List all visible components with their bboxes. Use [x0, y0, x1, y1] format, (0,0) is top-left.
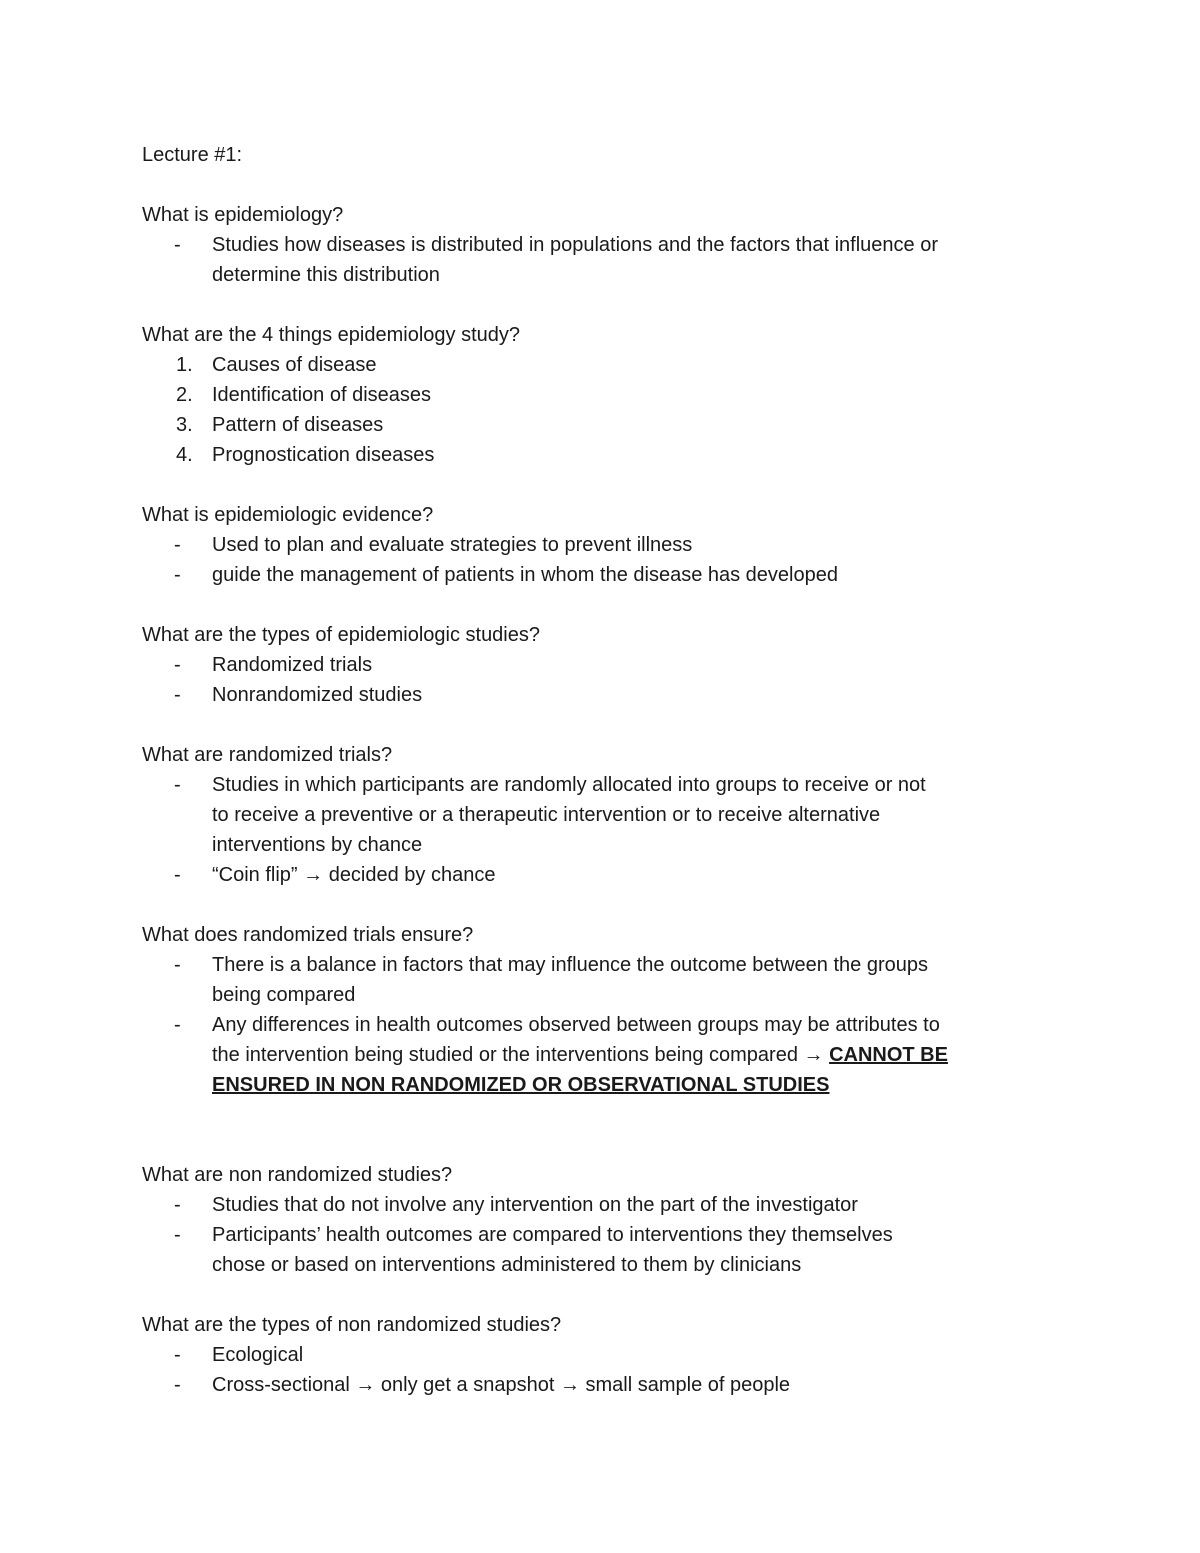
item-line: Studies in which participants are randomly allocated into groups to receive or not: [212, 774, 926, 796]
list-item: [142, 440, 1072, 470]
section-question: What are the 4 things epidemiology study?: [142, 324, 520, 346]
item-line: Participants’ health outcomes are compared to interventions they themselves: [212, 1224, 893, 1246]
item-line: chose or based on interventions administered to them by clinicians: [212, 1254, 802, 1276]
list-item: [142, 860, 1072, 890]
dash-marker: -: [174, 654, 181, 676]
number-marker: 1.: [176, 354, 193, 376]
dash-marker: -: [174, 774, 181, 796]
dash-marker: -: [174, 1374, 181, 1396]
section-randomized-ensure: [142, 920, 1072, 1100]
item-line: to receive a preventive or a therapeutic intervention or to receive alternative: [212, 804, 881, 826]
section-four-things: [142, 320, 1072, 470]
section-types-of-studies: [142, 620, 1072, 710]
section-non-randomized: [142, 1160, 1072, 1280]
list-item: [142, 770, 1072, 860]
item-line: Cross-sectional → only get a snapshot → small sample of people: [212, 1374, 791, 1396]
emphasis-text: CANNOT BE: [829, 1044, 948, 1066]
section-question: What are randomized trials?: [142, 744, 393, 766]
dash-marker: -: [174, 684, 181, 706]
section-question: What does randomized trials ensure?: [142, 924, 474, 946]
dash-marker: -: [174, 1014, 181, 1036]
item-line: being compared: [212, 984, 356, 1006]
list-item: [142, 410, 1072, 440]
item-line: Pattern of diseases: [212, 414, 384, 436]
list-item: [142, 560, 1072, 590]
dash-marker: -: [174, 234, 181, 256]
list-item: [142, 380, 1072, 410]
item-line-with-emphasis: [212, 1040, 1072, 1070]
list-item: [142, 530, 1072, 560]
section-question: What are the types of non randomized studies?: [142, 1314, 562, 1336]
dash-marker: -: [174, 564, 181, 586]
list-item: [142, 1190, 1072, 1220]
item-line: interventions by chance: [212, 834, 423, 856]
item-line: Prognostication diseases: [212, 444, 435, 466]
list-item: [142, 1370, 1072, 1400]
item-line: Any differences in health outcomes observed between groups may be attributes to: [212, 1014, 940, 1036]
section-types-non-randomized: [142, 1310, 1072, 1400]
item-line-text: the intervention being studied or the interventions being compared →: [212, 1044, 830, 1066]
list-item: [142, 350, 1072, 380]
document-page: [142, 140, 1072, 1430]
item-line: There is a balance in factors that may influence the outcome between the groups: [212, 954, 928, 976]
item-line: Studies that do not involve any intervention on the part of the investigator: [212, 1194, 858, 1216]
lecture-title: [142, 140, 1072, 170]
emphasis-text: ENSURED IN NON RANDOMIZED OR OBSERVATIONAL STUDIES: [212, 1074, 830, 1096]
list-item: [142, 1220, 1072, 1280]
list-item: [142, 1010, 1072, 1100]
item-line: Identification of diseases: [212, 384, 432, 406]
section-epidemiologic-evidence: [142, 500, 1072, 590]
item-line: guide the management of patients in whom the disease has developed: [212, 564, 838, 586]
section-question: What are the types of epidemiologic studies?: [142, 624, 540, 646]
section-question: What is epidemiology?: [142, 204, 344, 226]
item-line: Nonrandomized studies: [212, 684, 423, 706]
item-line: Studies how diseases is distributed in populations and the factors that influence or: [212, 234, 938, 256]
number-marker: 4.: [176, 444, 193, 466]
list-item: [142, 1340, 1072, 1370]
item-line: determine this distribution: [212, 264, 440, 286]
item-line: Used to plan and evaluate strategies to prevent illness: [212, 534, 693, 556]
list-item: [142, 680, 1072, 710]
number-marker: 2.: [176, 384, 193, 406]
item-line: Randomized trials: [212, 654, 373, 676]
item-line: Causes of disease: [212, 354, 377, 376]
dash-marker: -: [174, 534, 181, 556]
list-item: [142, 650, 1072, 680]
section-question: What is epidemiologic evidence?: [142, 504, 434, 526]
item-line: [212, 1070, 1072, 1100]
section-what-is-epidemiology: [142, 200, 1072, 290]
list-item: [142, 950, 1072, 1010]
dash-marker: -: [174, 864, 181, 886]
section-question: What are non randomized studies?: [142, 1164, 453, 1186]
section-randomized-trials: [142, 740, 1072, 890]
lecture-title-text: Lecture #1:: [142, 144, 243, 166]
dash-marker: -: [174, 1194, 181, 1216]
item-line: “Coin flip” → decided by chance: [212, 864, 496, 886]
item-line: Ecological: [212, 1344, 304, 1366]
dash-marker: -: [174, 1344, 181, 1366]
list-item: [142, 230, 1072, 290]
dash-marker: -: [174, 954, 181, 976]
dash-marker: -: [174, 1224, 181, 1246]
number-marker: 3.: [176, 414, 193, 436]
